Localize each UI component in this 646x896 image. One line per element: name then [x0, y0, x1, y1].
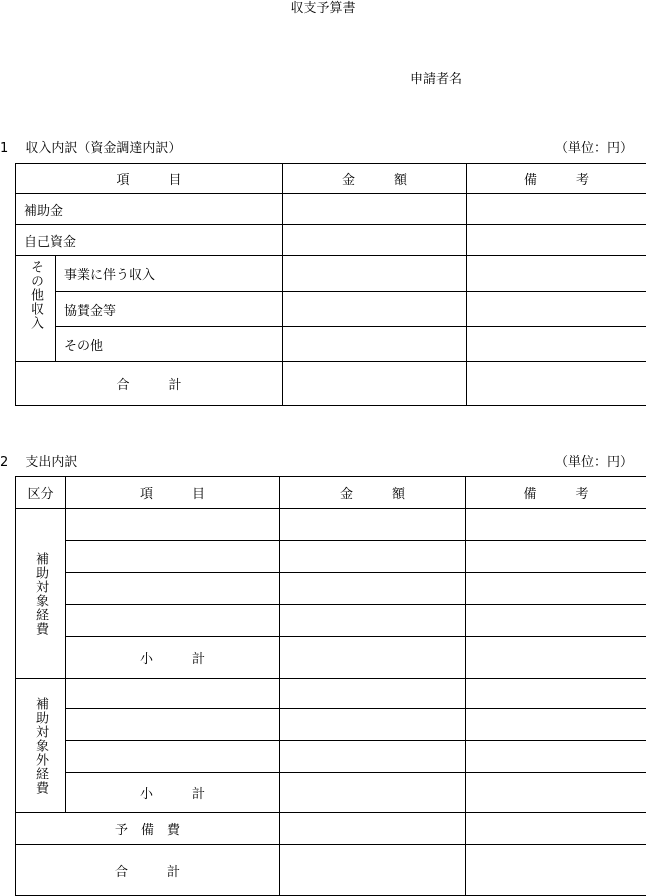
non-eligible-item-cell[interactable] [66, 679, 280, 709]
reserve-label: 予 備 費 [16, 813, 280, 845]
expense-header-item: 項 目 [66, 477, 280, 509]
non-eligible-item-cell[interactable] [66, 709, 280, 741]
income-header-item: 項 目 [16, 164, 283, 194]
non-eligible-amount-cell[interactable] [280, 679, 466, 709]
non-eligible-subtotal-label: 小 計 [66, 773, 280, 813]
eligible-remarks-cell[interactable] [466, 573, 646, 605]
income-table [15, 163, 646, 406]
non-eligible-remarks-cell[interactable] [466, 709, 646, 741]
eligible-item-cell[interactable] [66, 541, 280, 573]
income-row-sponsorship: 協賛金等 [56, 292, 283, 327]
income-subsidy-remarks-cell[interactable] [467, 194, 646, 225]
eligible-item-cell[interactable] [66, 605, 280, 637]
income-sponsorship-remarks-cell[interactable] [467, 292, 646, 327]
non-eligible-remarks-cell[interactable] [466, 741, 646, 773]
income-business-amount-cell[interactable] [283, 256, 467, 292]
eligible-amount-cell[interactable] [280, 509, 466, 541]
expense-total-amount-cell[interactable] [280, 845, 466, 896]
non-eligible-amount-cell[interactable] [280, 741, 466, 773]
eligible-subtotal-remarks-cell[interactable] [466, 637, 646, 679]
eligible-remarks-cell[interactable] [466, 541, 646, 573]
income-business-remarks-cell[interactable] [467, 256, 646, 292]
non-eligible-amount-cell[interactable] [280, 709, 466, 741]
income-other-group-cell [16, 256, 56, 362]
eligible-subtotal-label: 小 計 [66, 637, 280, 679]
expense-section-heading: 2 支出内訳 [0, 455, 78, 470]
income-own-funds-amount-cell[interactable] [283, 225, 467, 256]
income-row-own-funds: 自己資金 [16, 225, 283, 256]
non-eligible-subtotal-remarks-cell[interactable] [466, 773, 646, 813]
non-eligible-item-cell[interactable] [66, 741, 280, 773]
income-other-remarks-cell[interactable] [467, 327, 646, 362]
reserve-remarks-cell[interactable] [466, 813, 646, 845]
eligible-category-label: 補助対象経費 [33, 551, 48, 636]
income-sponsorship-amount-cell[interactable] [283, 292, 467, 327]
income-row-subsidy: 補助金 [16, 194, 283, 225]
non-eligible-subtotal-amount-cell[interactable] [280, 773, 466, 813]
eligible-category-cell [16, 509, 66, 679]
income-unit-label: （単位：円） [555, 141, 634, 156]
applicant-name-label: 申請者名 [410, 72, 463, 87]
eligible-amount-cell[interactable] [280, 541, 466, 573]
eligible-amount-cell[interactable] [280, 605, 466, 637]
expense-header-category: 区分 [16, 477, 66, 509]
non-eligible-category-cell [16, 679, 66, 813]
income-header-remarks: 備 考 [467, 164, 646, 194]
non-eligible-category-label: 補助対象外経費 [33, 696, 48, 795]
income-header-amount: 金 額 [283, 164, 467, 194]
document-title: 収支予算書 [290, 1, 356, 16]
eligible-remarks-cell[interactable] [466, 605, 646, 637]
expense-total-label: 合 計 [16, 845, 280, 896]
income-section-heading: 1 収入内訳（資金調達内訳） [0, 141, 182, 156]
income-own-funds-remarks-cell[interactable] [467, 225, 646, 256]
income-total-amount-cell[interactable] [283, 362, 467, 406]
income-total-remarks-cell[interactable] [467, 362, 646, 406]
income-other-amount-cell[interactable] [283, 327, 467, 362]
eligible-item-cell[interactable] [66, 573, 280, 605]
income-other-group-label: その他収入 [28, 260, 43, 330]
eligible-subtotal-amount-cell[interactable] [280, 637, 466, 679]
expense-total-remarks-cell[interactable] [466, 845, 646, 896]
expense-header-remarks: 備 考 [466, 477, 646, 509]
income-row-other: その他 [56, 327, 283, 362]
income-row-total: 合 計 [16, 362, 283, 406]
non-eligible-remarks-cell[interactable] [466, 679, 646, 709]
expense-header-amount: 金 額 [280, 477, 466, 509]
eligible-item-cell[interactable] [66, 509, 280, 541]
expense-table [15, 476, 646, 896]
eligible-remarks-cell[interactable] [466, 509, 646, 541]
income-subsidy-amount-cell[interactable] [283, 194, 467, 225]
eligible-amount-cell[interactable] [280, 573, 466, 605]
reserve-amount-cell[interactable] [280, 813, 466, 845]
expense-unit-label: （単位：円） [555, 455, 634, 470]
income-row-business-income: 事業に伴う収入 [56, 256, 283, 292]
